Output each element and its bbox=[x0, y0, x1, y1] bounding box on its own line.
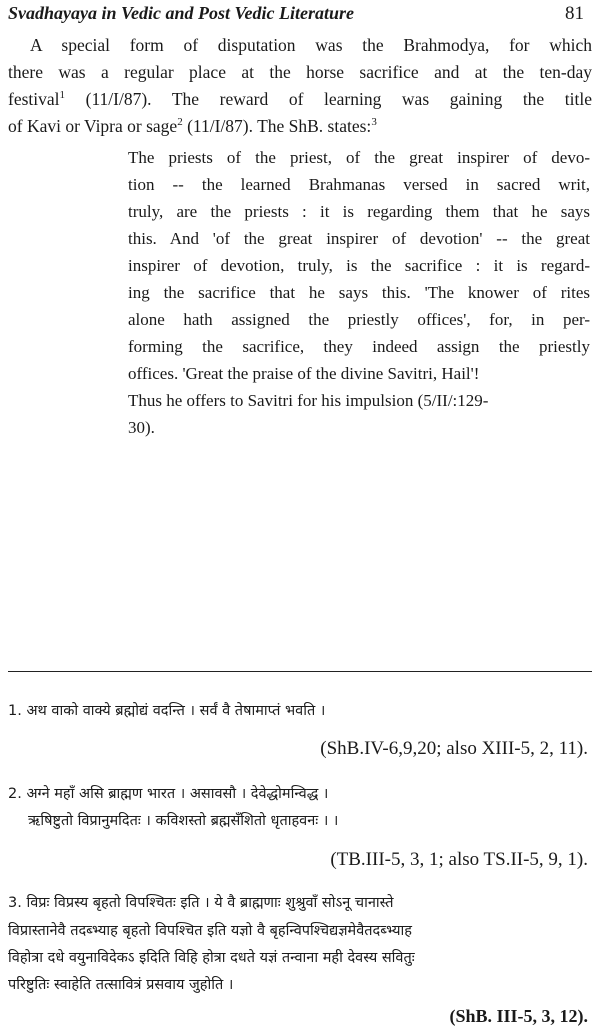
footnote-mark: 1 bbox=[59, 89, 66, 102]
footnote-citation: (TB.III-5, 3, 1; also TS.II-5, 9, 1). bbox=[330, 849, 588, 870]
footnote-mark: 2 bbox=[177, 116, 183, 129]
page-number: 81 bbox=[565, 3, 584, 24]
text-line: there was a regular place at the horse sacrifice and at the ten-day bbox=[8, 62, 592, 82]
text-line bbox=[8, 88, 592, 110]
footnote-line: 2. अग्ने महाँ असि ब्राह्मण भारत । असावसौ । देवेद्धोमन्विद्ध । bbox=[8, 786, 329, 802]
text-span: of Kavi or Vipra or sage bbox=[8, 116, 178, 136]
footnote-divider bbox=[8, 671, 592, 672]
quote-line: offices. 'Great the praise of the divine Savitri, Hail'! bbox=[128, 364, 480, 383]
footnote-line: परिष्टुतिः स्वाहेति तत्सावित्रं प्रसवाय जुहोति । bbox=[8, 977, 234, 993]
running-title: Svadhayaya in Vedic and Post Vedic Literature bbox=[8, 3, 354, 23]
quote-line: this. And 'of the great inspirer of devotion' -- the great bbox=[128, 229, 590, 248]
quote-line: Thus he offers to Savitri for his impulsion (5/II/:129- bbox=[128, 391, 489, 410]
footnote-line: 3. विप्रः विप्रस्य बृहतो विपश्चितः इति । ये वै ब्राह्मणाः शुश्रुवाँ सोऽनू चानास्ते bbox=[8, 895, 394, 911]
quote-line: forming the sacrifice, they indeed assign the priestly bbox=[128, 337, 590, 356]
footnote-citation: (ShB.IV-6,9,20; also XIII-5, 2, 11). bbox=[320, 738, 588, 759]
quote-line: ing the sacrifice that he says this. 'The knower of rites bbox=[128, 283, 590, 302]
quote-line: inspirer of devotion, truly, is the sacrifice : it is regard- bbox=[128, 256, 590, 275]
footnote-line: विहोत्रा दधे वयुनाविदेकऽ इदिति विहि होत्रा दधते यज्ञं तन्वाना मही देवस्य सवितुः bbox=[8, 950, 415, 966]
quote-line: The priests of the priest, of the great inspirer of devo- bbox=[128, 148, 590, 167]
quote-line: truly, are the priests : it is regarding them that he says bbox=[128, 202, 590, 221]
quote-line: tion -- the learned Brahmanas versed in sacred writ, bbox=[128, 175, 590, 194]
text-span: (11/I/87). The reward of learning was gaining the title bbox=[85, 89, 593, 109]
quote-line: alone hath assigned the priestly offices', for, in per- bbox=[128, 310, 590, 329]
text-line: A special form of disputation was the Brahmodya, for which bbox=[30, 35, 592, 55]
footnote-mark: 3 bbox=[371, 116, 377, 129]
footnote-citation: (ShB. III-5, 3, 12). bbox=[449, 1006, 588, 1026]
footnote-line: विप्रास्तानेवै तदब्भ्याह बृहतो विपश्चित इति यज्ञो वै बृहन्विपश्चिद्यज्ञमेवैतदब्भ्याह bbox=[8, 923, 412, 939]
text-line bbox=[8, 115, 592, 137]
quote-line: 30). bbox=[128, 418, 155, 437]
text-span: festival bbox=[8, 89, 60, 109]
footnote-line: ऋषिष्टुतो विप्रानुमदितः । कविशस्तो ब्रह्मसँशितो धृताहवनः । । bbox=[28, 813, 339, 829]
footnote-line: 1. अथ वाको वाक्ये ब्रह्मोद्यं वदन्ति । सर्वं वै तेषामाप्तं भवति । bbox=[8, 703, 326, 719]
text-span: (11/I/87). The ShB. states: bbox=[187, 116, 372, 136]
